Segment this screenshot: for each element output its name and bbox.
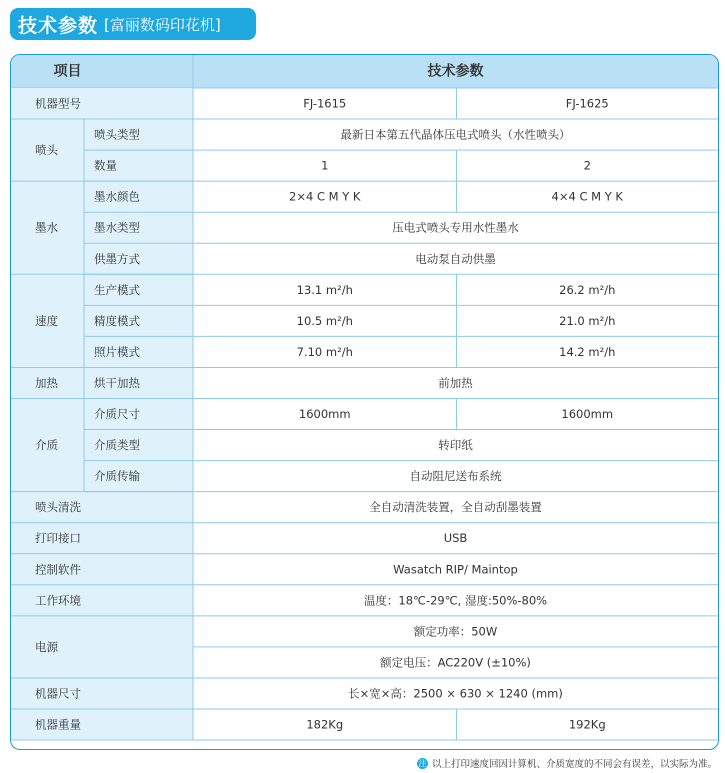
value-cell-a: 2×4 C M Y K xyxy=(289,189,361,204)
value-cell-b: FJ-1625 xyxy=(565,96,609,111)
group-label: 喷头 xyxy=(35,143,58,158)
group-label: 控制软件 xyxy=(35,562,81,577)
sub-label: 照片模式 xyxy=(94,344,140,359)
sub-label: 介质尺寸 xyxy=(94,407,140,422)
footnote xyxy=(417,756,717,770)
group-label: 电源 xyxy=(35,639,58,654)
value-cell-a: 182Kg xyxy=(306,717,344,732)
value-cell: 最新日本第五代晶体压电式喷头（水性喷头） xyxy=(340,127,571,142)
value-cell: 转印纸 xyxy=(438,438,473,453)
spec-table xyxy=(11,55,718,749)
value-cell-b: 192Kg xyxy=(568,717,606,732)
value-cell: 长×宽×高：2500 × 630 × 1240 (mm) xyxy=(348,686,563,701)
sub-label: 供墨方式 xyxy=(94,251,140,266)
sub-label: 烘干加热 xyxy=(94,375,140,390)
sub-label: 介质传输 xyxy=(94,469,140,484)
sub-label: 喷头类型 xyxy=(94,127,140,142)
group-label: 机器尺寸 xyxy=(35,686,81,701)
value-cell-a: FJ-1615 xyxy=(303,96,347,111)
value-cell-a: 1 xyxy=(321,158,329,173)
value-cell: 温度：18℃-29℃, 湿度:50%-80% xyxy=(363,593,548,608)
value-cell: 全自动清洗装置，全自动刮墨装置 xyxy=(369,500,542,515)
value-cell-a: 1600mm xyxy=(298,407,351,422)
value-cell: 自动阻尼送布系统 xyxy=(409,469,502,484)
sub-label: 墨水颜色 xyxy=(94,189,140,204)
sub-label: 数量 xyxy=(94,158,117,173)
spec-table-frame xyxy=(10,54,719,750)
sub-label: 生产模式 xyxy=(94,282,140,297)
group-label: 打印接口 xyxy=(35,531,81,546)
value-cell-b: 1600mm xyxy=(561,407,614,422)
value-cell-b: 4×4 C M Y K xyxy=(551,189,623,204)
value-cell-b: 14.2 m²/h xyxy=(559,344,616,359)
page-title: 技术参数 xyxy=(18,14,99,37)
value-cell: 前加热 xyxy=(438,375,473,390)
sub-label: 墨水类型 xyxy=(94,220,140,235)
sub-label: 精度模式 xyxy=(94,313,140,328)
header-spec: 技术参数 xyxy=(427,63,484,80)
value-cell-a: 10.5 m²/h xyxy=(296,313,353,328)
value-cell: 压电式喷头专用水性墨水 xyxy=(392,220,519,235)
value-cell: 额定功率：50W xyxy=(413,624,498,639)
value-cell-b: 2 xyxy=(583,158,591,173)
value-cell-b: 26.2 m²/h xyxy=(559,282,616,297)
group-label: 介质 xyxy=(35,438,58,453)
value-cell: Wasatch RIP/ Maintop xyxy=(393,562,518,577)
value-cell-a: 13.1 m²/h xyxy=(296,282,353,297)
value-cell: USB xyxy=(443,531,468,546)
value-cell-a: 7.10 m²/h xyxy=(296,344,353,359)
group-label: 机器型号 xyxy=(35,96,81,111)
group-label: 加热 xyxy=(35,375,58,390)
value-cell: 额定电压：AC220V (±10%) xyxy=(380,655,531,670)
footnote-text: 以上打印速度回因计算机、介质宽度的不同会有误差，以实际为准。 xyxy=(431,759,717,770)
title-badge xyxy=(10,8,256,40)
group-label: 工作环境 xyxy=(35,593,81,608)
value-cell: 电动泵自动供墨 xyxy=(415,251,496,266)
value-cell-b: 21.0 m²/h xyxy=(559,313,616,328)
group-label: 机器重量 xyxy=(35,717,81,732)
group-label: 喷头清洗 xyxy=(35,500,81,515)
sub-label: 介质类型 xyxy=(94,438,140,453)
header-item: 项目 xyxy=(53,63,82,80)
group-label: 速度 xyxy=(35,313,58,328)
note-icon: 注 xyxy=(418,758,427,768)
table-header-bg xyxy=(11,55,718,88)
group-label: 墨水 xyxy=(35,220,58,235)
page-subtitle: [富丽数码印花机] xyxy=(104,15,221,34)
